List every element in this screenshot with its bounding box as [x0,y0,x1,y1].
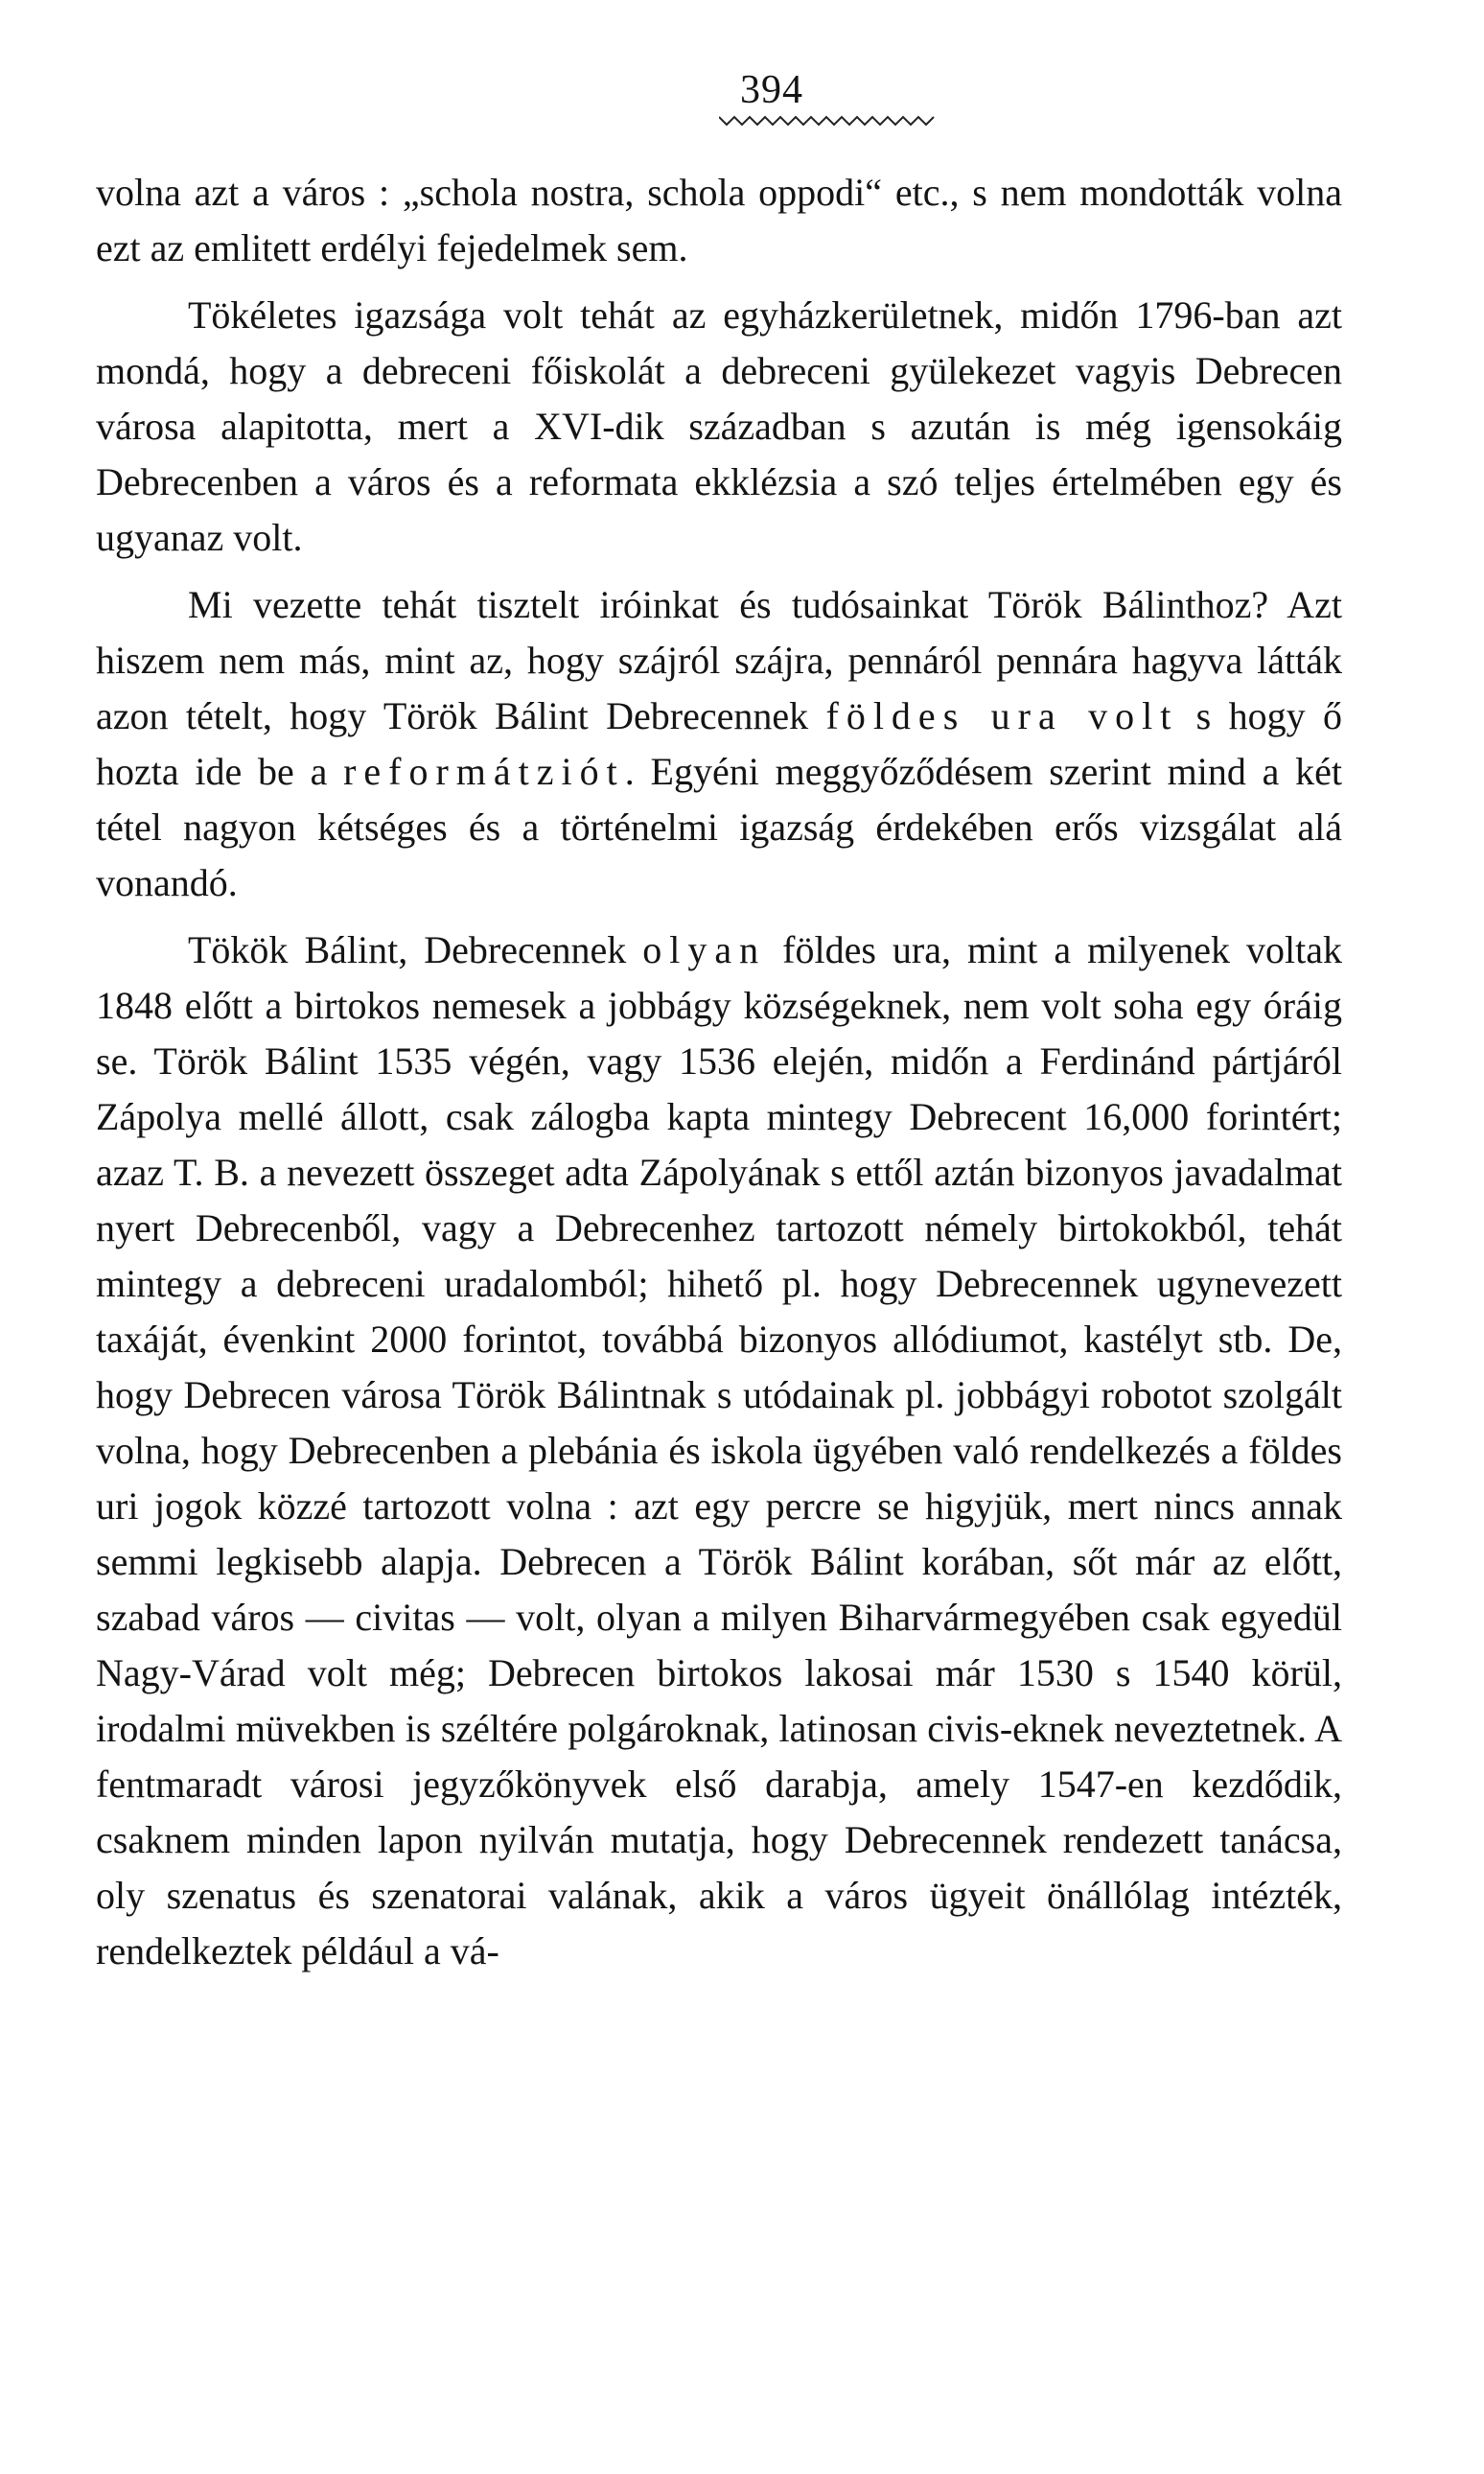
paragraph-text: földes ura, mint a milyenek voltak 1848 előtt a birtokos nemesek a jobbágy községeknek, nem volt soha egy óráig se. Török Bálint 1535 végén, vagy 1536 elején, midőn a Ferdinánd pártjáról Zápolya mellé állott, csak zálogba kapta mintegy Debrecent 16,000 forintért; azaz T. B. a nevezett összeget adta Zápolyának s ettől aztán bizonyos javadalmat nyert Debrecenből, vagy a Debrecenhez tartozott némely birtokokból, tehát mintegy a debreceni uradalomból; hihető pl. hogy Debrecennek ugynevezett taxáját, évenkint 2000 forintot, továbbá bizonyos allódiumot, kastélyt stb. De, hogy Debrecen városa Török Bálintnak s utódainak pl. jobbágyi robotot szolgált volna, hogy Debrecenben a plebánia és iskola ügyében való rendelkezés a földes uri jogok közzé tartozott volna : azt egy percre se higyjük, mert nincs annak semmi legkisebb alapja. Debrecen a Török Bálint korában, sőt már az előtt, szabad város — civitas — volt, olyan a milyen Biharvármegyében csak egyedül Nagy-Várad volt még; Debrecen birtokos lakosai már 1530 s 1540 körül, irodalmi müvekben is széltére polgároknak, latinosan civis-eknek neveztetnek. A fentmaradt városi jegyzőkönyvek első darabja, amely 1547-en kezdődik, csaknem minden lapon nyilván mutatja, hogy Debrecennek rendezett tanácsa, oly szenatus és szenatorai valának, akik a város ügyeit önállólag intézték, rendelkeztek például a vá- [96,928,1342,1972]
paragraph-text: Tökéletes igazsága volt tehát az egyházkerületnek, midőn 1796-ban azt mondá, hogy a debreceni főiskolát a debreceni gyülekezet vagyis Debrecen városa alapitotta, mert a XVI-dik században s azután is még igensokáig Debrecenben a város és a reformata ekklézsia a szó teljes értelmében egy és ugyanaz volt. [96,293,1342,559]
paragraph-text: . Egyéni meggyőződésem szerint mind a két tétel nagyon kétséges és a történelmi igazság érdekében erős vizsgálat alá vonandó. [96,750,1342,904]
paragraph-3 [96,577,1342,911]
page-number-ornament [719,113,939,128]
book-page [96,67,1342,1979]
paragraph-4 [96,922,1342,1979]
paragraph-text: volna azt a város : „schola nostra, schola oppodi“ etc., s nem mondották volna ezt az emlitett erdélyi fejedelmek sem. [96,171,1342,269]
emphasized-text: reformátziót [343,750,625,793]
emphasized-text: olyan [642,928,767,971]
paragraph-text: s hogy ő hozta ide be a [96,694,1342,793]
paragraph-text: Mi vezette tehát tisztelt iróinkat és tudósainkat Török Bálinthoz? Azt hiszem nem más, mint az, hogy szájról szájra, pennáról pennára hagyva látták azon tételt, hogy Török Bálint Debrecennek [96,583,1342,737]
paragraph-2 [96,288,1342,566]
page-number: 394 [740,68,803,112]
body-text [96,165,1342,1979]
paragraph-1 [96,165,1342,276]
paragraph-text: Tökök Bálint, Debrecennek [188,928,643,971]
emphasized-text: földes ura volt [825,694,1179,737]
